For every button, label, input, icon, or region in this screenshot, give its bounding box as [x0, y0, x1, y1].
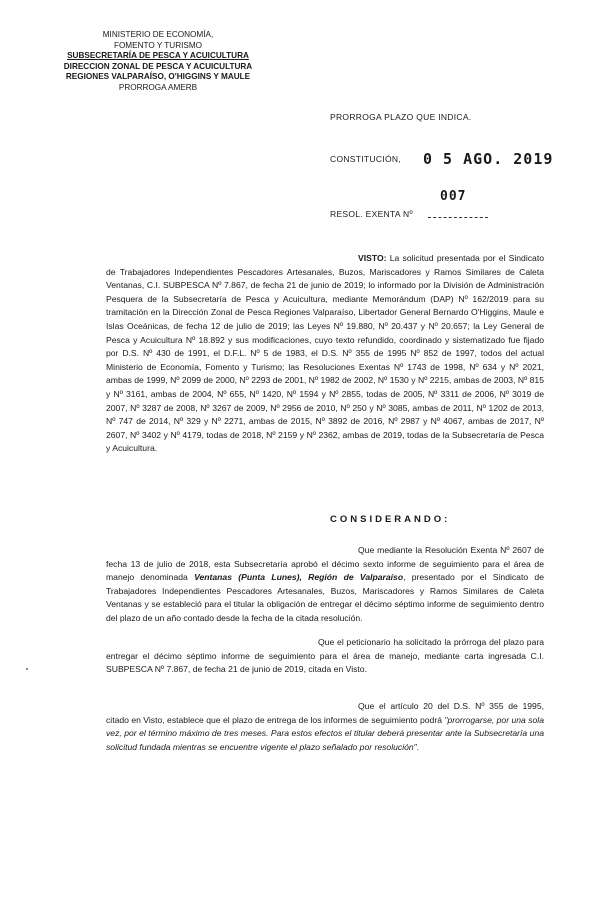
reference-line: PRORROGA PLAZO QUE INDICA.	[330, 112, 472, 122]
visto-text: La solicitud presentada por el Sindicato de Trabajadores Independientes Pescadores Artesanales, Buzos, Mariscadores y Ramos Similares de Caleta Ventanas, C.I. SUBPESCA Nº 7.867, de fecha 21 de junio de 2019; lo informado por la División de Administración Pesquera de la Subsecretaría de Pesca y Acuicultura, mediante Memorándum (DAP) Nº 162/2019 para su tramitación en la Dirección Zonal de Pesca Regiones Valparaíso, Libertador General Bernardo O'Higgins, Maule e Islas Oceánicas, de fecha 12 de julio de 2019; las Leyes Nº 19.880, Nº 20.437 y Nº 20.657; la Ley General de Pesca y Acuicultura Nº 18.892 y sus modificaciones, cuyo texto refundido, coordinado y sistematizado fue fijado por D.S. Nº 430 de 1991, el D.F.L. Nº 5 de 1983, el D.S. Nº 355 de 1995 Nº 852 de 1997, todos del actual Ministerio de Economía, Fomento y Turismo; las Resoluciones Exentas Nº 1743 de 1998, Nº 634 y Nº 2021, ambas de 1999, Nº 2099 de 2000, Nº 2293 de 2001, Nº 1982 de 2002, Nº 1530 y Nº 2215, ambas de 2003, Nº 815 y Nº 3161, ambas de 2004, Nº 655, Nº 1420, Nº 1594 y Nº 2855, todas de 2005, Nº 3311 de 2006, Nº 3019 de 2007, Nº 3287 de 2008, Nº 3267 de 2009, Nº 2956 de 2010, Nº 250 y Nº 3085, ambas de 2011, Nº 1202 de 2013, Nº 747 de 2014, Nº 329 y Nº 2271, ambas de 2015, Nº 3892 de 2016, Nº 2987 y Nº 4067, ambas de 2017, Nº 2607, Nº 3402 y Nº 4179, todas de 2018, Nº 2159 y Nº 2362, ambas de 2019, todas de la Subsecretaría de Pesca y Acuicultura.	[106, 253, 544, 454]
considerando-title: CONSIDERANDO:	[330, 514, 451, 525]
ministry-name: MINISTERIO DE ECONOMÍA,	[102, 30, 214, 39]
doc-type: PRORROGA AMERB	[118, 82, 198, 92]
date-stamp: 0 5 AGO. 2019	[423, 150, 554, 168]
c3-text-a: Que el artículo 20 del D.S. Nº 355 de 1995, citado en Visto, establece que el plazo de entrega de los informes de seguimiento podrá	[106, 701, 544, 725]
visto-label: VISTO:	[358, 253, 387, 263]
ministry-subname: FOMENTO Y TURISMO	[113, 40, 203, 50]
c1-text-a: Que mediante la Resolución Exenta Nº 2607 de fecha 13 de julio de 2018, esta Subsecretaría aprobó el décimo sexto informe de seguimiento para el área de manejo denominada	[106, 545, 544, 583]
resol-exenta-label: RESOL. EXENTA Nº	[330, 209, 413, 219]
resolution-number: 007	[440, 189, 467, 204]
visto-paragraph	[106, 252, 544, 456]
considerando-2: Que el peticionario ha solicitado la prórroga del plazo para entregar el décimo séptimo informe de seguimiento para el área de manejo, mediante carta ingresada C.I. SUBPESCA Nº 7.867, de fecha 21 de junio de 2019, citada en Visto.	[106, 637, 544, 675]
considerando-1	[106, 544, 544, 626]
considerando-3	[106, 700, 544, 754]
letterhead	[58, 30, 258, 94]
margin-mark	[26, 668, 28, 670]
constitucion-label: CONSTITUCIÓN,	[330, 154, 401, 164]
direccion-zonal: DIRECCION ZONAL DE PESCA Y ACUICULTURA	[63, 61, 253, 71]
c3-text-b: .	[416, 741, 420, 752]
regiones: REGIONES VALPARAÍSO, O'HIGGINS Y MAULE	[65, 72, 251, 82]
c3-quote: "prorrogarse, por una sola vez, por el término máximo de tres meses. Para estos efectos el titular deberá presentar ante la Subsecretaría una solicitud fundada mientras se encuentre vigente el plazo señalado por resolución"	[106, 714, 544, 752]
subsecretaria-name: SUBSECRETARÍA DE PESCA Y ACUICULTURA	[67, 51, 249, 61]
c1-area-name: Ventanas (Punta Lunes), Región de Valparaíso	[194, 572, 404, 583]
resol-number-line	[428, 217, 488, 218]
c1-text-b: , presentado por el Sindicato de Trabajadores Independientes Pescadores Artesanales, Buzos, Mariscadores y Ramos Similares de Caleta Ventanas y se estableció para el titular la obligación de entregar el décimo séptimo informe de seguimiento dentro del plazo de un año contado desde la fecha de la citada resolución.	[106, 572, 544, 623]
